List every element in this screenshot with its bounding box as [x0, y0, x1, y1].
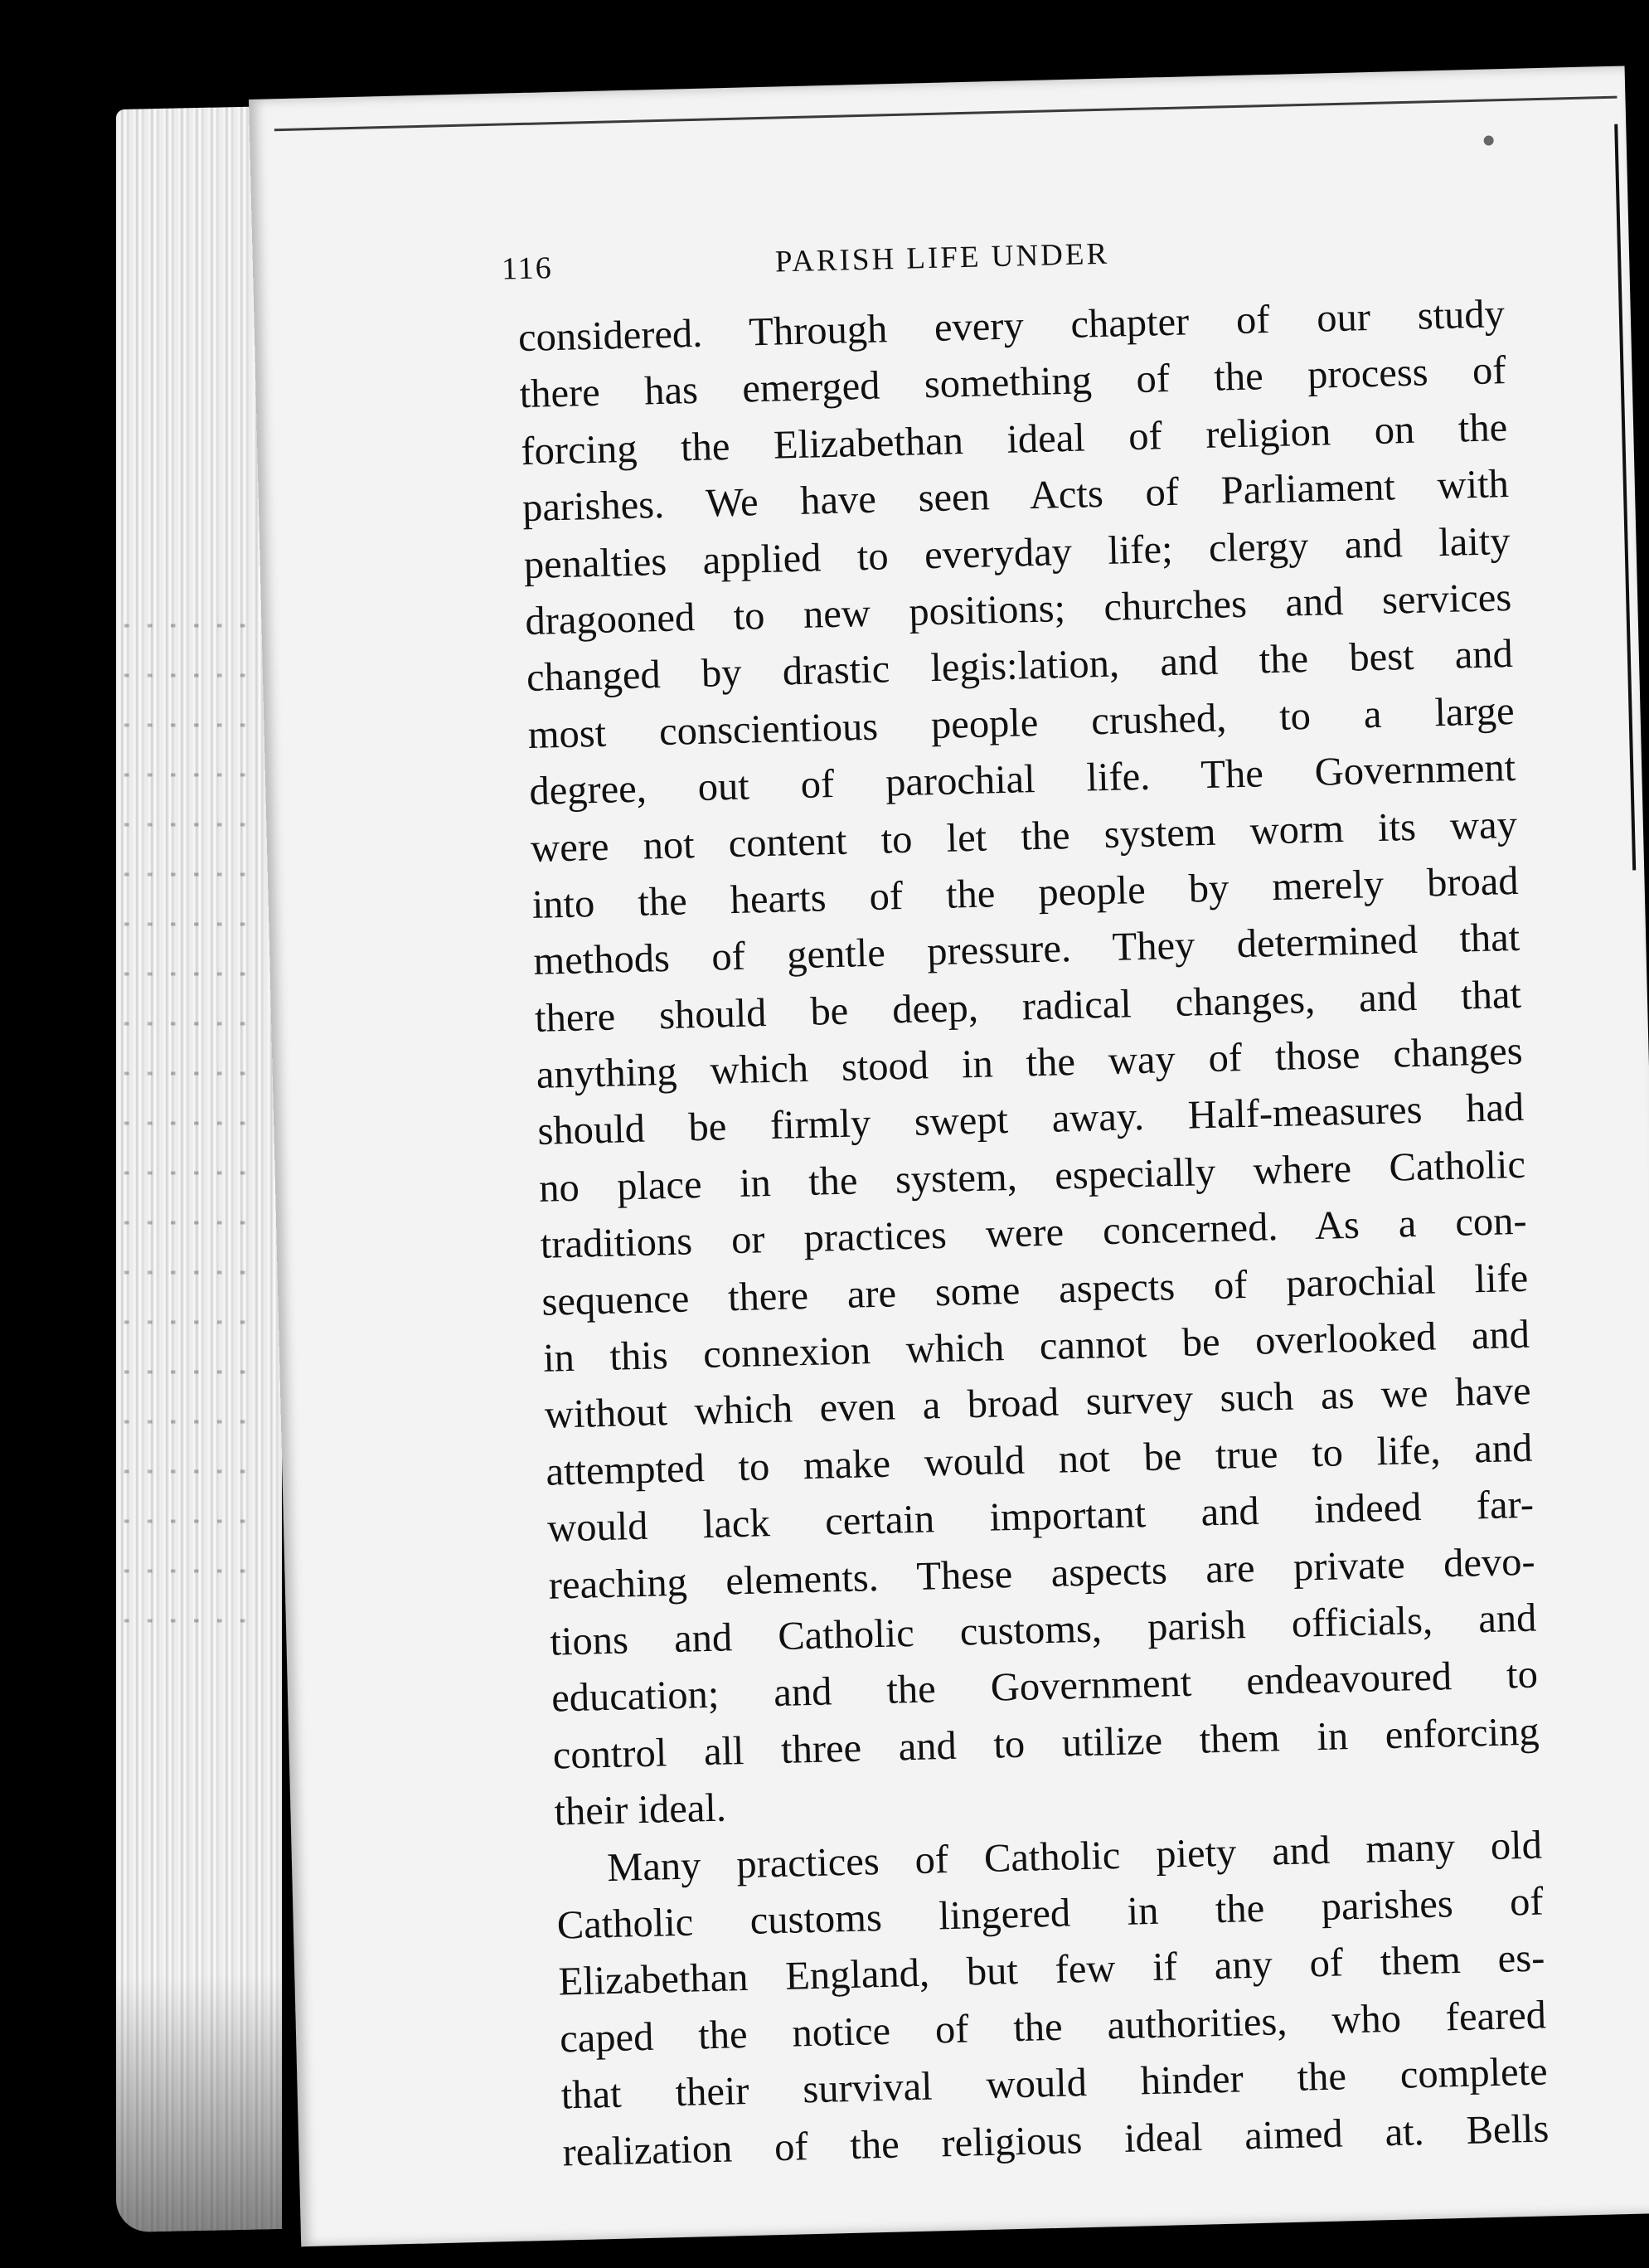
text-line: realization of the religious ideal aimed at. Bells — [561, 2105, 1550, 2174]
page-number: 116 — [501, 250, 554, 287]
book-page — [249, 66, 1649, 2246]
text-line: penalties applied to everyday life; clergy and laity — [523, 518, 1511, 587]
text-line: their ideal. — [553, 1785, 727, 1834]
text-line: traditions or practices were concerned. As a con- — [540, 1198, 1528, 1268]
text-line: caped the notice of the authorities, who feared — [559, 1993, 1547, 2062]
text-line: changed by drastic legis:lation, and the best and — [526, 632, 1514, 701]
text-line: education; and the Government endeavoured to — [550, 1652, 1539, 1722]
text-line: would lack certain important and indeed far- — [546, 1482, 1535, 1551]
text-line: control all three and to utilize them in enforcing — [552, 1709, 1540, 1778]
text-line: in this connexion which cannot be overlooked and — [542, 1312, 1530, 1381]
text-line: forcing the Elizabethan ideal of religion on the — [520, 405, 1508, 474]
text-line: there should be deep, radical changes, and that — [534, 972, 1522, 1041]
text-line: most conscientious people crushed, to a large — [527, 688, 1516, 757]
text-line: there has emerged something of the process of — [519, 348, 1507, 417]
text-line: into the hearts of the people by merely broad — [531, 858, 1520, 927]
text-line: methods of gentle pressure. They determined that — [532, 915, 1520, 984]
text-line: attempted to make would not be true to life, and — [545, 1425, 1533, 1494]
dust-speck — [1484, 135, 1494, 145]
text-line: Catholic customs lingered in the parishes of — [556, 1879, 1545, 1948]
body-text — [517, 286, 1550, 2181]
text-line: reaching elements. These aspects are private devo- — [548, 1539, 1536, 1608]
text-line: Elizabethan England, but few if any of them es- — [557, 1935, 1545, 2004]
running-title: PARISH LIFE UNDER — [774, 236, 1110, 279]
text-line: degree, out of parochial life. The Government — [528, 745, 1516, 814]
text-line: tions and Catholic customs, parish officials, and — [549, 1595, 1537, 1664]
text-line: no place in the system, especially where Catholic — [538, 1142, 1526, 1211]
text-line: considered. Through every chapter of our study — [517, 292, 1506, 361]
text-line: were not content to let the system worm its way — [530, 802, 1518, 871]
text-line: that their survival would hinder the complete — [560, 2049, 1549, 2118]
text-line: sequence there are some aspects of parochial life — [541, 1255, 1529, 1324]
page-right-edge — [1614, 124, 1636, 871]
text-line: Many practices of Catholic piety and many old — [606, 1823, 1543, 1890]
text-line: without which even a broad survey such as we have — [544, 1369, 1532, 1438]
text-line: dragooned to new positions; churches and services — [524, 575, 1512, 643]
running-head — [502, 227, 1464, 300]
text-line: parishes. We have seen Acts of Parliament with — [521, 462, 1510, 531]
page-edge-marks — [124, 580, 249, 1659]
text-line: should be firmly swept away. Half-measures had — [536, 1085, 1525, 1154]
text-line: anything which stood in the way of those changes — [536, 1028, 1524, 1097]
page-top-edge — [274, 96, 1617, 132]
